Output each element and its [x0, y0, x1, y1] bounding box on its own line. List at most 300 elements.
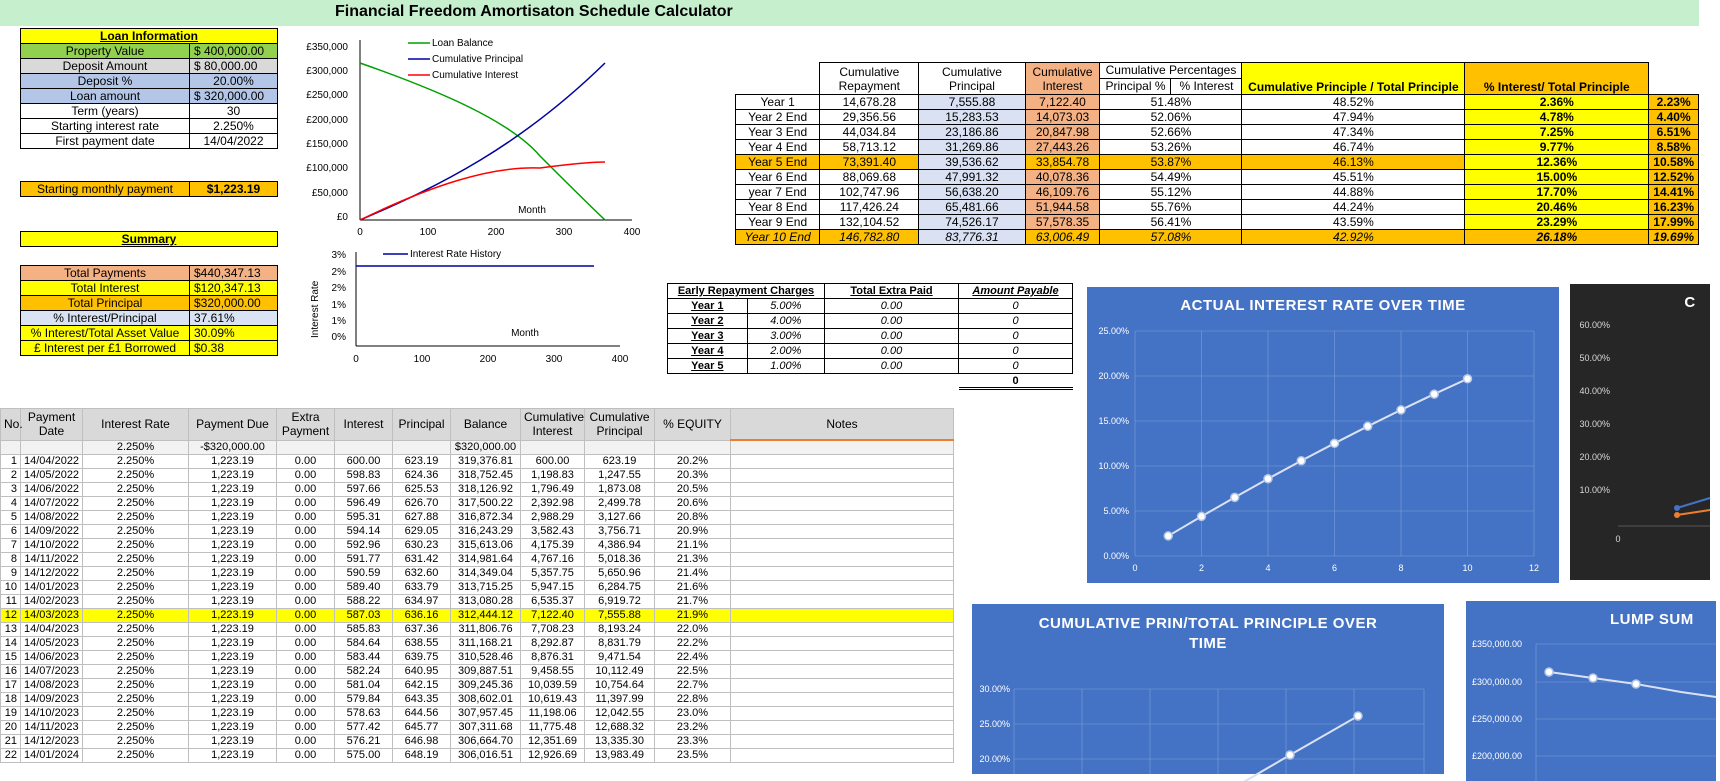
loan-balance-line [360, 63, 605, 220]
series-point [1464, 375, 1472, 383]
interest: 600.00 [335, 455, 393, 469]
col-header: Cumulative Percentages [1100, 63, 1241, 79]
summary-table [20, 265, 278, 356]
payment-date: 14/06/2022 [21, 483, 83, 497]
cumulative-principal: 5,650.96 [585, 567, 655, 581]
interest-total-cell: 19.69% [1649, 230, 1699, 245]
y-tick-label: £300,000 [306, 66, 348, 77]
repayment-cell: 14,678.28 [820, 95, 919, 110]
notes[interactable] [731, 665, 954, 679]
cumulative-interest: 12,926.69 [521, 749, 585, 763]
interest-rate: 2.250% [83, 440, 189, 455]
row-no: 4 [1, 497, 21, 511]
equity: 23.0% [655, 707, 731, 721]
extra-paid[interactable]: 0.00 [825, 299, 959, 314]
notes[interactable] [731, 455, 954, 469]
loan-value[interactable]: $ 400,000.00 [190, 44, 278, 59]
amount-total: 0 [959, 374, 1073, 389]
legend-label: Cumulative Interest [432, 70, 519, 81]
notes[interactable] [731, 735, 954, 749]
extra-paid[interactable]: 0.00 [825, 344, 959, 359]
interest-rate: 2.250% [83, 623, 189, 637]
table-row [1, 440, 954, 455]
loan-label: Deposit % [21, 74, 190, 89]
payment-due: 1,223.19 [189, 707, 277, 721]
principal-cell: 83,776.31 [919, 230, 1025, 245]
loan-info-header: Loan Information [21, 29, 278, 44]
charge-pct[interactable]: 4.00% [747, 314, 824, 329]
notes[interactable] [731, 623, 954, 637]
summary-label: % Interest/Total Asset Value [21, 326, 190, 341]
notes[interactable] [731, 567, 954, 581]
notes[interactable] [731, 539, 954, 553]
loan-value[interactable]: $ 320,000.00 [190, 89, 278, 104]
charge-pct[interactable]: 5.00% [747, 299, 824, 314]
summary-header-table [20, 231, 278, 247]
cumulative-principal: 6,919.72 [585, 595, 655, 609]
interest-total-cell: 8.58% [1649, 140, 1699, 155]
row-no: 10 [1, 581, 21, 595]
y-tick-label: 0% [331, 332, 346, 343]
interest: 597.66 [335, 483, 393, 497]
notes[interactable] [731, 637, 954, 651]
interest-rate: 2.250% [83, 525, 189, 539]
notes[interactable] [731, 693, 954, 707]
cumulative-row [736, 110, 1699, 125]
series-point [1430, 390, 1438, 398]
cumulative-principal: 10,754.64 [585, 679, 655, 693]
y-tick-label: £200,000.00 [1472, 751, 1523, 761]
extra-payment[interactable]: 0.00 [277, 665, 335, 679]
payment-date: 14/07/2022 [21, 497, 83, 511]
cumulative-interest: 11,775.48 [521, 721, 585, 735]
y-tick-label: 30.00% [979, 684, 1010, 694]
cumulative-interest: 12,351.69 [521, 735, 585, 749]
cum-principle-cell: 17.70% [1465, 185, 1649, 200]
notes[interactable] [731, 581, 954, 595]
notes[interactable] [731, 609, 954, 623]
title-bar [0, 0, 1699, 26]
cum-principle-cell: 26.18% [1465, 230, 1649, 245]
payment-due: 1,223.19 [189, 525, 277, 539]
extra-paid[interactable]: 0.00 [825, 314, 959, 329]
starting-payment-value: $1,223.19 [190, 182, 278, 197]
series-point [1231, 493, 1239, 501]
loan-value[interactable]: 30 [190, 104, 278, 119]
table-row [1, 707, 954, 721]
notes[interactable] [731, 469, 954, 483]
payment-date [21, 440, 83, 455]
extra-payment[interactable]: 0.00 [277, 595, 335, 609]
cumulative-row [736, 95, 1699, 110]
balance: 306,016.51 [451, 749, 521, 763]
extra-payment[interactable]: 0.00 [277, 651, 335, 665]
principal-cell: 65,481.66 [919, 200, 1025, 215]
principal-cell: 15,283.53 [919, 110, 1025, 125]
summary-label: % Interest/Principal [21, 311, 190, 326]
lump-sum-chart [1466, 601, 1716, 781]
extra-payment[interactable]: 0.00 [277, 455, 335, 469]
cumulative-row [736, 140, 1699, 155]
interest-total-cell: 14.41% [1649, 185, 1699, 200]
summary-header: Summary [21, 232, 278, 247]
payment-date: 14/08/2022 [21, 511, 83, 525]
extra-payment[interactable]: 0.00 [277, 679, 335, 693]
cumulative-interest: 4,175.39 [521, 539, 585, 553]
payment-due: 1,223.19 [189, 721, 277, 735]
extra-payment[interactable]: 0.00 [277, 567, 335, 581]
series-point [1331, 439, 1339, 447]
repayment-cell: 44,034.84 [820, 125, 919, 140]
balance: 306,664.70 [451, 735, 521, 749]
col-header: % Interest/ Total Principle [1465, 63, 1649, 95]
x-axis-label: Month [511, 328, 539, 339]
amount-payable: 0 [959, 359, 1073, 374]
loan-value[interactable]: 14/04/2022 [190, 134, 278, 149]
y-tick-label: 40.00% [1579, 386, 1610, 396]
cumulative-principal: 11,397.99 [585, 693, 655, 707]
principal-pct-cell: 55.76% [1100, 200, 1242, 215]
equity: 21.1% [655, 539, 731, 553]
dark-chart-card [1570, 284, 1710, 580]
repayment-cell: 29,356.56 [820, 110, 919, 125]
x-tick-label: 0 [353, 354, 359, 365]
payment-date: 14/12/2023 [21, 735, 83, 749]
cumulative-interest: 8,292.87 [521, 637, 585, 651]
payment-due: 1,223.19 [189, 735, 277, 749]
cumulative-interest: 600.00 [521, 455, 585, 469]
principal: 625.53 [393, 483, 451, 497]
row-no: 16 [1, 665, 21, 679]
summary-label: Total Principal [21, 296, 190, 311]
year-cell: Year 4 End [736, 140, 820, 155]
principal-cell: 31,269.86 [919, 140, 1025, 155]
extra-payment[interactable]: 0.00 [277, 553, 335, 567]
equity: 21.3% [655, 553, 731, 567]
cumulative-principal: 6,284.75 [585, 581, 655, 595]
principal: 636.16 [393, 609, 451, 623]
cumulative-principal: 3,756.71 [585, 525, 655, 539]
payment-due: 1,223.19 [189, 679, 277, 693]
equity: 21.4% [655, 567, 731, 581]
payment-due: 1,223.19 [189, 637, 277, 651]
payment-date: 14/08/2023 [21, 679, 83, 693]
cum-principle-cell: 2.36% [1465, 95, 1649, 110]
x-tick-label: 300 [545, 354, 563, 365]
cumulative-row [736, 185, 1699, 200]
cumulative-interest: 2,392.98 [521, 497, 585, 511]
year-cell: Year 2 End [736, 110, 820, 125]
extra-payment[interactable]: 0.00 [277, 609, 335, 623]
col-header: Early Repayment Charges [668, 284, 825, 299]
year-cell: year 7 End [736, 185, 820, 200]
charge-pct[interactable]: 1.00% [747, 359, 824, 374]
interest-pct-cell: 44.88% [1242, 185, 1465, 200]
interest-rate: 2.250% [83, 637, 189, 651]
year-label: Year 4 [668, 344, 748, 359]
early-repayment-row [668, 359, 1073, 374]
principal [393, 440, 451, 455]
cumulative-interest: 7,708.23 [521, 623, 585, 637]
payment-date: 14/04/2023 [21, 623, 83, 637]
extra-payment[interactable]: 0.00 [277, 721, 335, 735]
principal: 627.88 [393, 511, 451, 525]
principal-cell: 47,991.32 [919, 170, 1025, 185]
year-label: Year 1 [668, 299, 748, 314]
extra-payment[interactable]: 0.00 [277, 735, 335, 749]
payment-date: 14/03/2023 [21, 609, 83, 623]
row-no: 20 [1, 721, 21, 735]
extra-paid[interactable]: 0.00 [825, 359, 959, 374]
balance-header: Balance [451, 409, 521, 441]
summary-value: $120,347.13 [190, 281, 278, 296]
table-row [1, 679, 954, 693]
balance: 314,349.04 [451, 567, 521, 581]
notes-header: Notes [731, 409, 954, 441]
principal: 643.35 [393, 693, 451, 707]
year-label: Year 2 [668, 314, 748, 329]
payment-due: 1,223.19 [189, 469, 277, 483]
cumulative-principal: 3,127.66 [585, 511, 655, 525]
balance: 319,376.81 [451, 455, 521, 469]
principal: 644.56 [393, 707, 451, 721]
notes[interactable] [731, 553, 954, 567]
cumulative-principal: 1,873.08 [585, 483, 655, 497]
principal: 631.42 [393, 553, 451, 567]
equity: 20.8% [655, 511, 731, 525]
balance: 311,168.21 [451, 637, 521, 651]
interest-cell: 14,073.03 [1025, 110, 1100, 125]
notes[interactable] [731, 511, 954, 525]
interest-cell: 63,006.49 [1025, 230, 1100, 245]
payment-due: 1,223.19 [189, 665, 277, 679]
extra-payment[interactable]: 0.00 [277, 469, 335, 483]
interest-rate: 2.250% [83, 511, 189, 525]
y-axis-label: Interest Rate [310, 280, 321, 338]
y-tick-label: 20.00% [979, 754, 1010, 764]
cumulative-interest: 1,796.49 [521, 483, 585, 497]
x-tick-label: 200 [479, 354, 497, 365]
row-no: 5 [1, 511, 21, 525]
interest: 583.44 [335, 651, 393, 665]
series-point [1286, 751, 1294, 759]
interest: 579.84 [335, 693, 393, 707]
series-line [1677, 510, 1710, 515]
notes[interactable] [731, 749, 954, 763]
equity: 23.3% [655, 735, 731, 749]
equity: 20.9% [655, 525, 731, 539]
principal-pct-cell: 57.08% [1100, 230, 1242, 245]
year-cell: Year 10 End [736, 230, 820, 245]
cumulative-interest: 4,767.16 [521, 553, 585, 567]
principal-header: Principal [393, 409, 451, 441]
principal-pct-cell: 53.26% [1100, 140, 1242, 155]
extra-payment[interactable]: 0.00 [277, 637, 335, 651]
extra-payment[interactable]: 0.00 [277, 483, 335, 497]
payment-due: 1,223.19 [189, 539, 277, 553]
payment-due: 1,223.19 [189, 567, 277, 581]
cumulative-principal: 2,499.78 [585, 497, 655, 511]
notes[interactable] [731, 497, 954, 511]
extra-payment[interactable]: 0.00 [277, 581, 335, 595]
cum-principle-cell: 9.77% [1465, 140, 1649, 155]
notes[interactable] [731, 721, 954, 735]
interest-total-cell: 16.23% [1649, 200, 1699, 215]
principal: 640.95 [393, 665, 451, 679]
principal-pct-cell: 52.66% [1100, 125, 1242, 140]
notes[interactable] [731, 707, 954, 721]
starting-payment-label: Starting monthly payment [21, 182, 190, 197]
x-tick-label: 2 [1198, 563, 1205, 573]
balance: 307,957.45 [451, 707, 521, 721]
loan-label: Property Value [21, 44, 190, 59]
no-header: No. [1, 409, 21, 441]
extra-payment[interactable]: 0.00 [277, 623, 335, 637]
extra-payment[interactable]: 0.00 [277, 707, 335, 721]
interest-rate: 2.250% [83, 553, 189, 567]
amount-payable: 0 [959, 299, 1073, 314]
extra-payment[interactable]: 0.00 [277, 539, 335, 553]
principal: 637.36 [393, 623, 451, 637]
interest-pct-cell: 47.94% [1242, 110, 1465, 125]
cumulative-interest: 7,122.40 [521, 609, 585, 623]
cum-principle-cell: 4.78% [1465, 110, 1649, 125]
balance: 312,444.12 [451, 609, 521, 623]
loan-value[interactable]: 2.250% [190, 119, 278, 134]
extra-payment[interactable]: 0.00 [277, 749, 335, 763]
amount-payable: 0 [959, 329, 1073, 344]
interest: 587.03 [335, 609, 393, 623]
cumulative-principal-header: Cumulative Principal [585, 409, 655, 441]
y-tick-label: 5.00% [1103, 506, 1129, 516]
balance: 316,243.29 [451, 525, 521, 539]
y-tick-label: 2% [331, 267, 346, 278]
cumulative-principal: 13,335.30 [585, 735, 655, 749]
col-header: Cumulative Interest [1025, 63, 1100, 95]
equity: 21.7% [655, 595, 731, 609]
principal: 634.97 [393, 595, 451, 609]
loan-value[interactable]: $ 80,000.00 [190, 59, 278, 74]
cumulative-principal-chart [972, 604, 1444, 774]
series-point [1632, 680, 1640, 688]
summary-value: 37.61% [190, 311, 278, 326]
interest [335, 440, 393, 455]
row-no: 9 [1, 567, 21, 581]
extra-payment[interactable]: 0.00 [277, 497, 335, 511]
notes[interactable] [731, 679, 954, 693]
y-tick-label: 15.00% [1098, 416, 1129, 426]
early-repayment-row [668, 329, 1073, 344]
payment-date: 14/01/2023 [21, 581, 83, 595]
principal: 623.19 [393, 455, 451, 469]
table-row [1, 469, 954, 483]
x-tick-label: 100 [413, 354, 431, 365]
extra-payment[interactable]: 0.00 [277, 693, 335, 707]
summary-value: $320,000.00 [190, 296, 278, 311]
extra-paid[interactable]: 0.00 [825, 329, 959, 344]
principal: 632.60 [393, 567, 451, 581]
equity: 22.2% [655, 637, 731, 651]
y-tick-label: 25.00% [979, 719, 1010, 729]
interest-pct-cell: 46.13% [1242, 155, 1465, 170]
legend-label: Cumulative Principal [432, 54, 524, 65]
interest-header: Interest [335, 409, 393, 441]
principal: 626.70 [393, 497, 451, 511]
legend-label: Interest Rate History [410, 249, 502, 260]
notes[interactable] [731, 483, 954, 497]
x-tick-label: 4 [1265, 563, 1271, 573]
cumulative-interest: 1,198.83 [521, 469, 585, 483]
interest: 582.24 [335, 665, 393, 679]
cumulative-interest: 8,876.31 [521, 651, 585, 665]
interest: 596.49 [335, 497, 393, 511]
cumulative-principal: 13,983.49 [585, 749, 655, 763]
notes[interactable] [731, 595, 954, 609]
loan-value[interactable]: 20.00% [190, 74, 278, 89]
table-row [1, 497, 954, 511]
cum-principle-cell: 15.00% [1465, 170, 1649, 185]
row-no: 3 [1, 483, 21, 497]
interest: 577.42 [335, 721, 393, 735]
extra-payment[interactable]: 0.00 [277, 511, 335, 525]
charge-pct[interactable]: 3.00% [747, 329, 824, 344]
amount-payable: 0 [959, 314, 1073, 329]
extra-payment-header: Extra Payment [277, 409, 335, 441]
notes[interactable] [731, 525, 954, 539]
row-no: 21 [1, 735, 21, 749]
notes[interactable] [731, 651, 954, 665]
table-row [1, 749, 954, 763]
x-tick-label: 6 [1331, 563, 1338, 573]
principal-cell: 39,536.62 [919, 155, 1025, 170]
cumulative-principal: 623.19 [585, 455, 655, 469]
balance: 317,500.22 [451, 497, 521, 511]
charge-pct[interactable]: 2.00% [747, 344, 824, 359]
loan-label: Term (years) [21, 104, 190, 119]
cumulative-interest: 5,357.75 [521, 567, 585, 581]
interest-rate-chart [1087, 287, 1559, 583]
interest: 578.63 [335, 707, 393, 721]
lump-sum-chart-card [1466, 601, 1716, 781]
repayment-cell: 132,104.52 [820, 215, 919, 230]
payment-due: 1,223.19 [189, 455, 277, 469]
early-repayment-table [667, 283, 1073, 390]
principal-pct-cell: 55.12% [1100, 185, 1242, 200]
col-header: Principal % [1100, 79, 1171, 94]
series-point [1354, 712, 1362, 720]
interest-total-cell: 6.51% [1649, 125, 1699, 140]
principal-cell: 23,186.86 [919, 125, 1025, 140]
table-row [1, 693, 954, 707]
interest-total-cell: 10.58% [1649, 155, 1699, 170]
cumulative-principal: 1,247.55 [585, 469, 655, 483]
payment-due: 1,223.19 [189, 651, 277, 665]
cumulative-percentages-header [1100, 63, 1242, 95]
payment-date: 14/06/2023 [21, 651, 83, 665]
cumulative-principal: 4,386.94 [585, 539, 655, 553]
balance: 314,981.64 [451, 553, 521, 567]
extra-payment[interactable]: 0.00 [277, 525, 335, 539]
principal: 624.36 [393, 469, 451, 483]
summary-label: £ Interest per £1 Borrowed [21, 341, 190, 356]
interest-rate: 2.250% [83, 567, 189, 581]
table-row [1, 637, 954, 651]
card-title: LUMP SUM [1610, 611, 1694, 628]
cum-principle-cell: 23.29% [1465, 215, 1649, 230]
series-point [1397, 406, 1405, 414]
balance-chart [290, 36, 650, 246]
cumulative-principal-chart-card [972, 604, 1444, 774]
